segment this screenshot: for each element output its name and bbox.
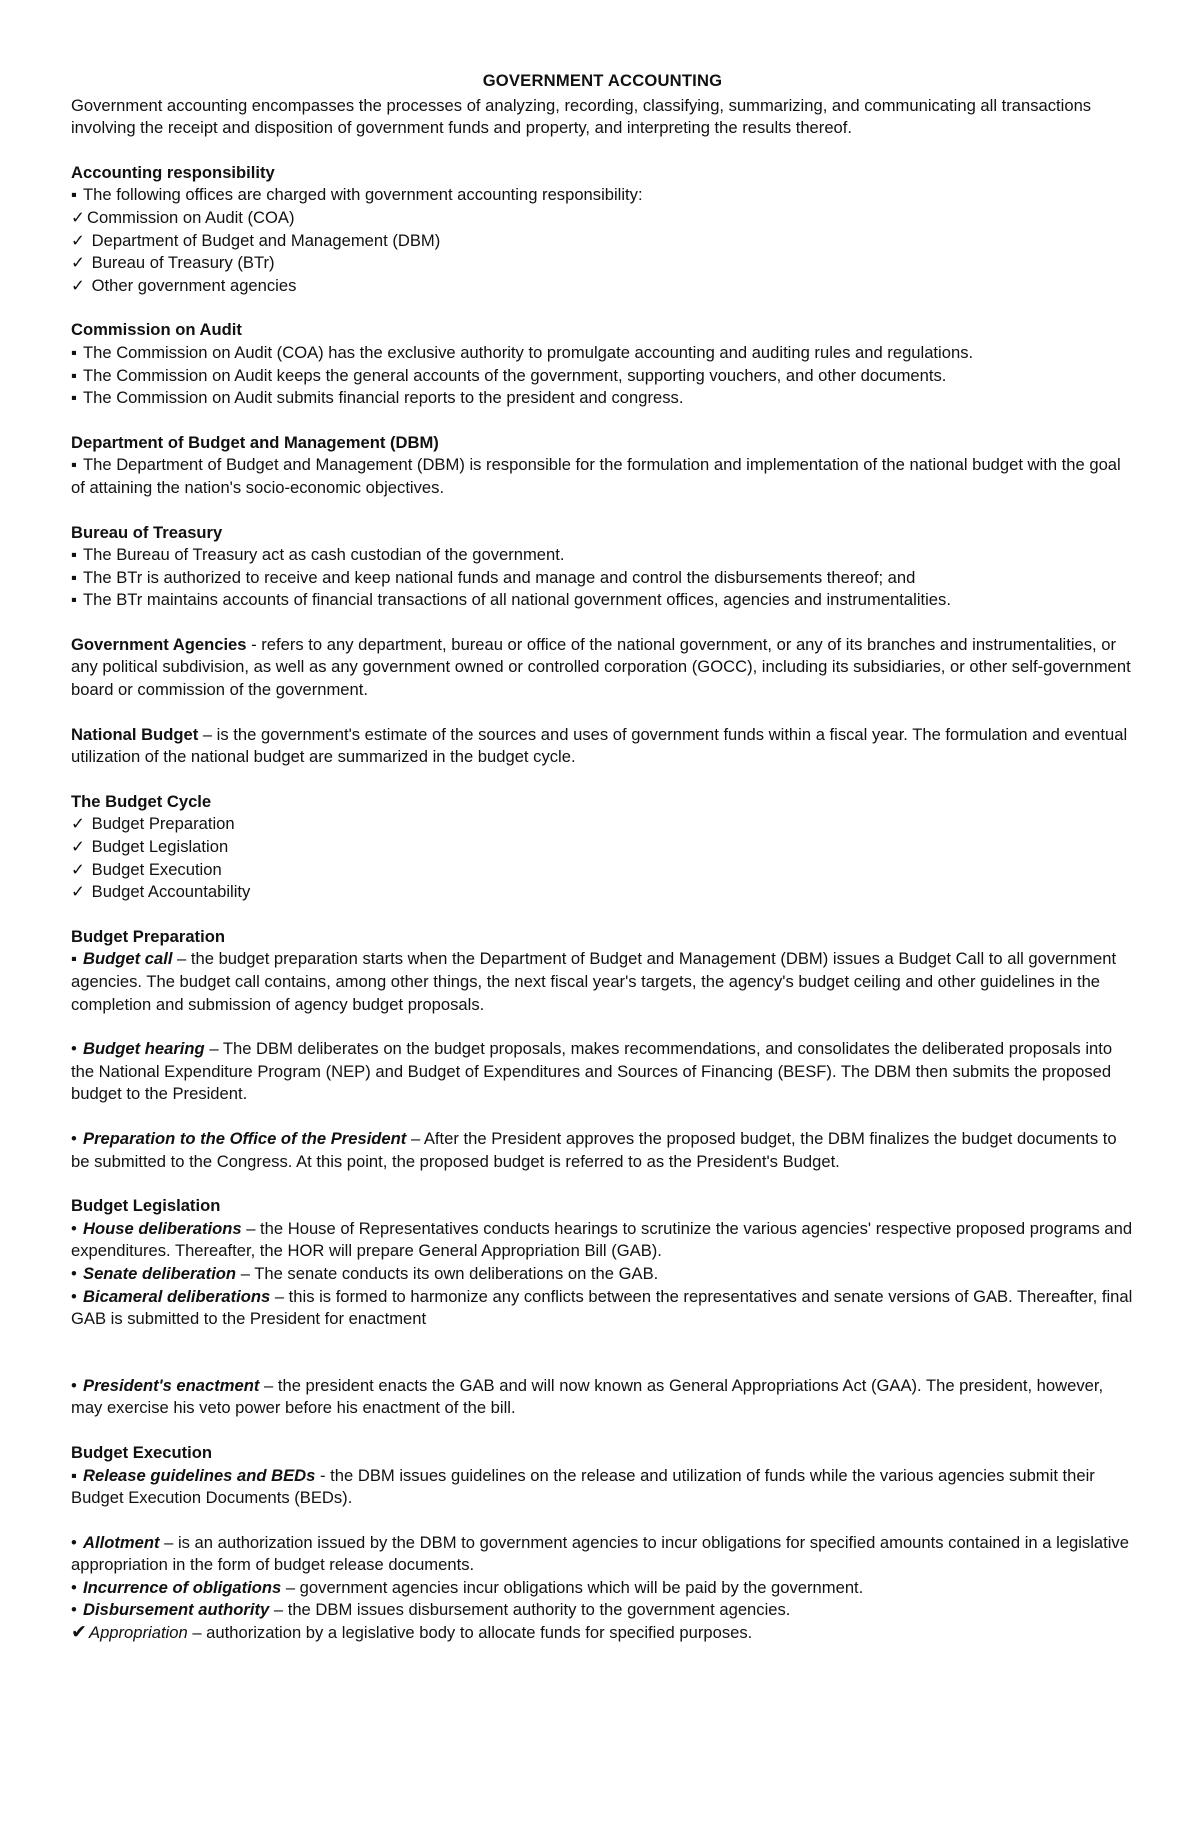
- definition-term: National Budget: [71, 724, 199, 744]
- list-item: ▪ The Department of Budget and Management (DBM) is responsible for the formulation and implementation of the national budget with the goal of attaining the nation's socio-economic objectives.: [71, 455, 1121, 497]
- check-item: ✓ Bureau of Treasury (BTr): [71, 252, 1134, 275]
- entry-term: Appropriation: [89, 1623, 188, 1643]
- section-budget-cycle: [71, 791, 1134, 904]
- check-item: ✓ Budget Execution: [71, 859, 1134, 882]
- bullet-icon: •: [71, 1128, 77, 1148]
- bullet-icon: ▪: [71, 342, 77, 362]
- section-budget-preparation: [71, 926, 1134, 1173]
- section-bureau-of-treasury: [71, 522, 1134, 612]
- entry-term: House deliberations: [83, 1218, 242, 1238]
- section-heading: The Budget Cycle: [71, 791, 212, 811]
- check-item: ✓ Budget Accountability: [71, 881, 1134, 904]
- entry-term: Incurrence of obligations: [83, 1577, 282, 1597]
- check-item: ✔ Appropriation – authorization by a legislative body to allocate funds for specified purposes.: [71, 1622, 753, 1644]
- section-heading: Budget Legislation: [71, 1196, 221, 1216]
- bullet-icon: •: [71, 1532, 77, 1552]
- list-item: ▪ Budget call – the budget preparation starts when the Department of Budget and Management (DBM) issues a Budget Call to all government agencies. The budget call contains, among other things, the next fiscal year's targets, the agency's budget ceiling and other guidelines in the completion and submission of agency budget proposals.: [71, 949, 1117, 1014]
- bullet-icon: •: [71, 1218, 77, 1238]
- section-heading: Budget Execution: [71, 1442, 213, 1462]
- bullet-icon: ▪: [71, 388, 77, 408]
- entry-term: President's enactment: [83, 1375, 260, 1395]
- list-item: ▪ The following offices are charged with government accounting responsibility:: [71, 184, 1134, 207]
- entry-term: Allotment: [83, 1532, 160, 1552]
- bullet-icon: ▪: [71, 567, 77, 587]
- check-item: ✓ Other government agencies: [71, 275, 1134, 298]
- bullet-icon: ▪: [71, 185, 77, 205]
- check-icon: ✔: [71, 1622, 87, 1644]
- bullet-icon: ▪: [71, 590, 77, 610]
- list-item: ▪ The BTr is authorized to receive and keep national funds and manage and control the disbursements thereof; and: [71, 567, 1134, 590]
- entry-term: Release guidelines and BEDs: [83, 1465, 316, 1485]
- bullet-icon: •: [71, 1600, 77, 1620]
- check-icon: ✓: [71, 207, 85, 227]
- bullet-icon: ▪: [71, 949, 77, 969]
- section-national-budget: [71, 724, 1134, 769]
- definition: National Budget – is the government's estimate of the sources and uses of government funds within a fiscal year. The formulation and eventual utilization of the national budget are summarized in the budget cycle.: [71, 724, 1128, 767]
- list-item: • Disbursement authority – the DBM issues disbursement authority to the government agencies.: [71, 1599, 1134, 1622]
- list-item: ▪ The Bureau of Treasury act as cash custodian of the government.: [71, 544, 1134, 567]
- list-item: • House deliberations – the House of Representatives conducts hearings to scrutinize the various agencies' respective proposed programs and expenditures. Thereafter, the HOR will prepare General Appropriation Bill (GAB).: [71, 1218, 1133, 1261]
- check-item: ✓ Department of Budget and Management (DBM): [71, 230, 1134, 253]
- entry-term: Budget call: [83, 949, 173, 969]
- entry-term: Budget hearing: [83, 1039, 205, 1059]
- section-heading: Commission on Audit: [71, 320, 242, 340]
- check-icon: ✓: [71, 253, 85, 273]
- section-accounting-responsibility: [71, 162, 1134, 298]
- bullet-icon: ▪: [71, 1465, 77, 1485]
- bullet-icon: •: [71, 1375, 77, 1395]
- check-icon: ✓: [71, 882, 85, 902]
- list-item: • Incurrence of obligations – government agencies incur obligations which will be paid by the government.: [71, 1577, 1134, 1600]
- bullet-icon: •: [71, 1286, 77, 1306]
- section-heading: Accounting responsibility: [71, 162, 275, 182]
- list-item: • Budget hearing – The DBM deliberates on the budget proposals, makes recommendations, and consolidates the deliberated proposals into the National Expenditure Program (NEP) and Budget of Expenditures and Sources of Financing (BESF). The DBM then submits the proposed budget to the President.: [71, 1039, 1113, 1104]
- bullet-icon: ▪: [71, 455, 77, 475]
- section-heading: Department of Budget and Management (DBM): [71, 432, 439, 452]
- list-item: • President's enactment – the president enacts the GAB and will now known as General Appropriations Act (GAA). The president, however, may exercise his veto power before his enactment of the bill.: [71, 1375, 1104, 1418]
- entry-term: Senate deliberation: [83, 1263, 237, 1283]
- list-item: • Preparation to the Office of the President – After the President approves the proposed budget, the DBM finalizes the budget documents to be submitted to the Congress. At this point, the proposed budget is referred to as the President's Budget.: [71, 1128, 1117, 1171]
- bullet-icon: •: [71, 1263, 77, 1283]
- check-item: ✓ Budget Legislation: [71, 836, 1134, 859]
- check-icon: ✓: [71, 230, 85, 250]
- entry-term: Bicameral deliberations: [83, 1286, 271, 1306]
- bullet-icon: ▪: [71, 365, 77, 385]
- list-item: ▪ The Commission on Audit (COA) has the exclusive authority to promulgate accounting and auditing rules and regulations.: [71, 342, 1134, 365]
- section-budget-legislation: [71, 1195, 1134, 1420]
- check-icon: ✓: [71, 859, 85, 879]
- section-commission-on-audit: [71, 319, 1134, 409]
- section-heading: Bureau of Treasury: [71, 522, 223, 542]
- entry-term: Preparation to the Office of the President: [83, 1128, 407, 1148]
- list-item: • Bicameral deliberations – this is formed to harmonize any conflicts between the representatives and senate versions of GAB. Thereafter, final GAB is submitted to the President for enactment: [71, 1286, 1133, 1329]
- check-icon: ✓: [71, 275, 85, 295]
- list-item: • Senate deliberation – The senate conducts its own deliberations on the GAB.: [71, 1263, 1134, 1286]
- check-item: ✓ Budget Preparation: [71, 813, 1134, 836]
- entry-term: Disbursement authority: [83, 1600, 270, 1620]
- intro-paragraph: Government accounting encompasses the processes of analyzing, recording, classifying, summarizing, and communicating all transactions involving the receipt and disposition of government funds and property, and interpreting the results thereof.: [71, 95, 1092, 138]
- list-item: ▪ The BTr maintains accounts of financial transactions of all national government offices, agencies and instrumentalities.: [71, 589, 1134, 612]
- definition-term: Government Agencies: [71, 634, 247, 654]
- section-heading: Budget Preparation: [71, 926, 225, 946]
- bullet-icon: •: [71, 1577, 77, 1597]
- page-title: GOVERNMENT ACCOUNTING: [482, 71, 723, 90]
- section-dbm: [71, 432, 1134, 500]
- list-item: ▪ Release guidelines and BEDs - the DBM issues guidelines on the release and utilization of funds while the various agencies submit their Budget Execution Documents (BEDs).: [71, 1465, 1095, 1508]
- definition: Government Agencies - refers to any department, bureau or office of the national government, or any of its branches and instrumentalities, or any political subdivision, as well as any government owned or controlled corporation (GOCC), including its subsidiaries, or other self-government board or commission of the government.: [71, 634, 1131, 700]
- section-government-agencies: [71, 634, 1134, 702]
- list-item: • Allotment – is an authorization issued by the DBM to government agencies to incur obligations for specified amounts contained in a legislative appropriation in the form of budget release documents.: [71, 1532, 1129, 1575]
- list-item: ▪ The Commission on Audit submits financial reports to the president and congress.: [71, 387, 1134, 410]
- bullet-icon: ▪: [71, 545, 77, 565]
- bullet-icon: •: [71, 1039, 77, 1059]
- list-item: ▪ The Commission on Audit keeps the general accounts of the government, supporting vouchers, and other documents.: [71, 365, 1134, 388]
- check-item: ✓ Commission on Audit (COA): [71, 207, 1134, 230]
- check-icon: ✓: [71, 814, 85, 834]
- check-icon: ✓: [71, 837, 85, 857]
- section-budget-execution: [71, 1442, 1134, 1645]
